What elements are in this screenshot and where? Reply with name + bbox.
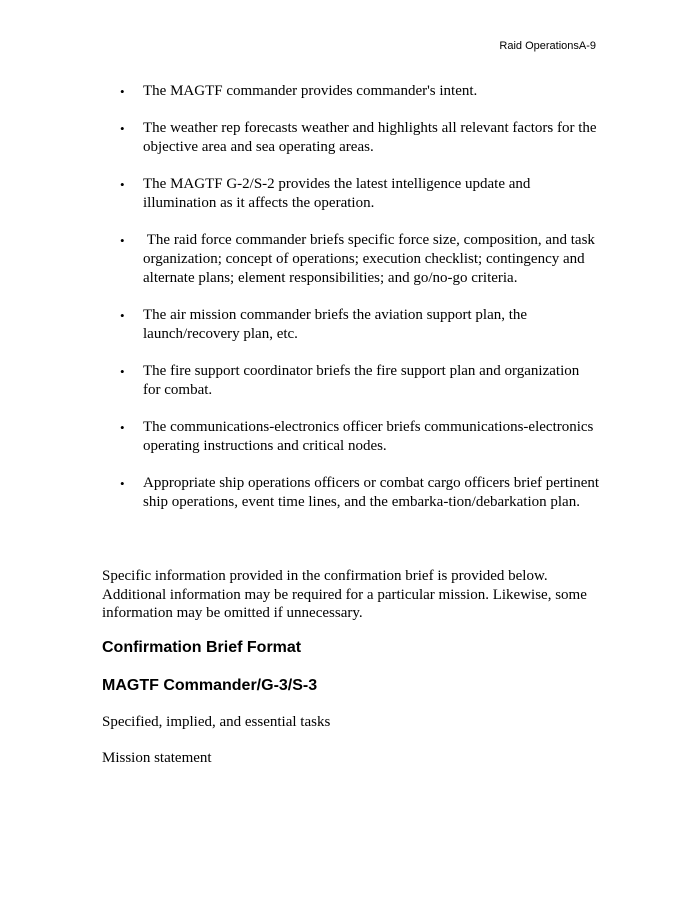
bullet-text: Appropriate ship operations officers or combat cargo officers brief pertinent ship operations, event time lines, and the embarka-tion/debarkation plan. — [143, 475, 600, 510]
bullet-icon: • — [120, 84, 125, 99]
bullet-item — [120, 418, 600, 456]
bullet-text: The communications-electronics officer briefs communications-electronics operating instructions and critical nodes. — [143, 419, 594, 454]
bullet-item — [120, 231, 600, 288]
bullet-icon: • — [120, 233, 125, 248]
bullet-icon: • — [120, 121, 125, 136]
bullet-item — [120, 362, 600, 400]
running-header: Raid OperationsA-9 — [499, 40, 596, 52]
bullet-text: The fire support coordinator briefs the fire support plan and organization for combat. — [143, 363, 580, 398]
bullet-list — [120, 82, 600, 530]
bullet-text: The weather rep forecasts weather and highlights all relevant factors for the objective area and sea operating areas. — [143, 120, 597, 155]
bullet-text: The air mission commander briefs the aviation support plan, the launch/recovery plan, etc. — [143, 307, 528, 342]
subsection-heading: MAGTF Commander/G-3/S-3 — [102, 677, 318, 694]
bullet-text: The raid force commander briefs specific force size, composition, and task organization; concept of operations; execution checklist; contingency and alternate plans; element responsibilities; and go/no-go criteria. — [143, 232, 599, 286]
body-item-mission-statement: Mission statement — [102, 750, 212, 766]
bullet-icon: • — [120, 420, 125, 435]
bullet-icon: • — [120, 364, 125, 379]
bullet-item — [120, 306, 600, 344]
bullet-icon: • — [120, 177, 125, 192]
bullet-text: The MAGTF G-2/S-2 provides the latest intelligence update and illumination as it affects the operation. — [143, 176, 531, 211]
bullet-icon: • — [120, 308, 125, 323]
bullet-text: The MAGTF commander provides commander's intent. — [143, 83, 478, 99]
body-item-tasks: Specified, implied, and essential tasks — [102, 714, 331, 730]
bullet-item — [120, 119, 600, 157]
section-heading: Confirmation Brief Format — [102, 639, 302, 656]
bullet-item — [120, 175, 600, 213]
intro-paragraph: Specific information provided in the confirmation brief is provided below. Additional information may be required for a particular mission. Likewise, some information may be omitted if unnecessary. — [102, 568, 587, 621]
bullet-item — [120, 474, 600, 512]
bullet-icon: • — [120, 476, 125, 491]
bullet-item — [120, 82, 600, 101]
